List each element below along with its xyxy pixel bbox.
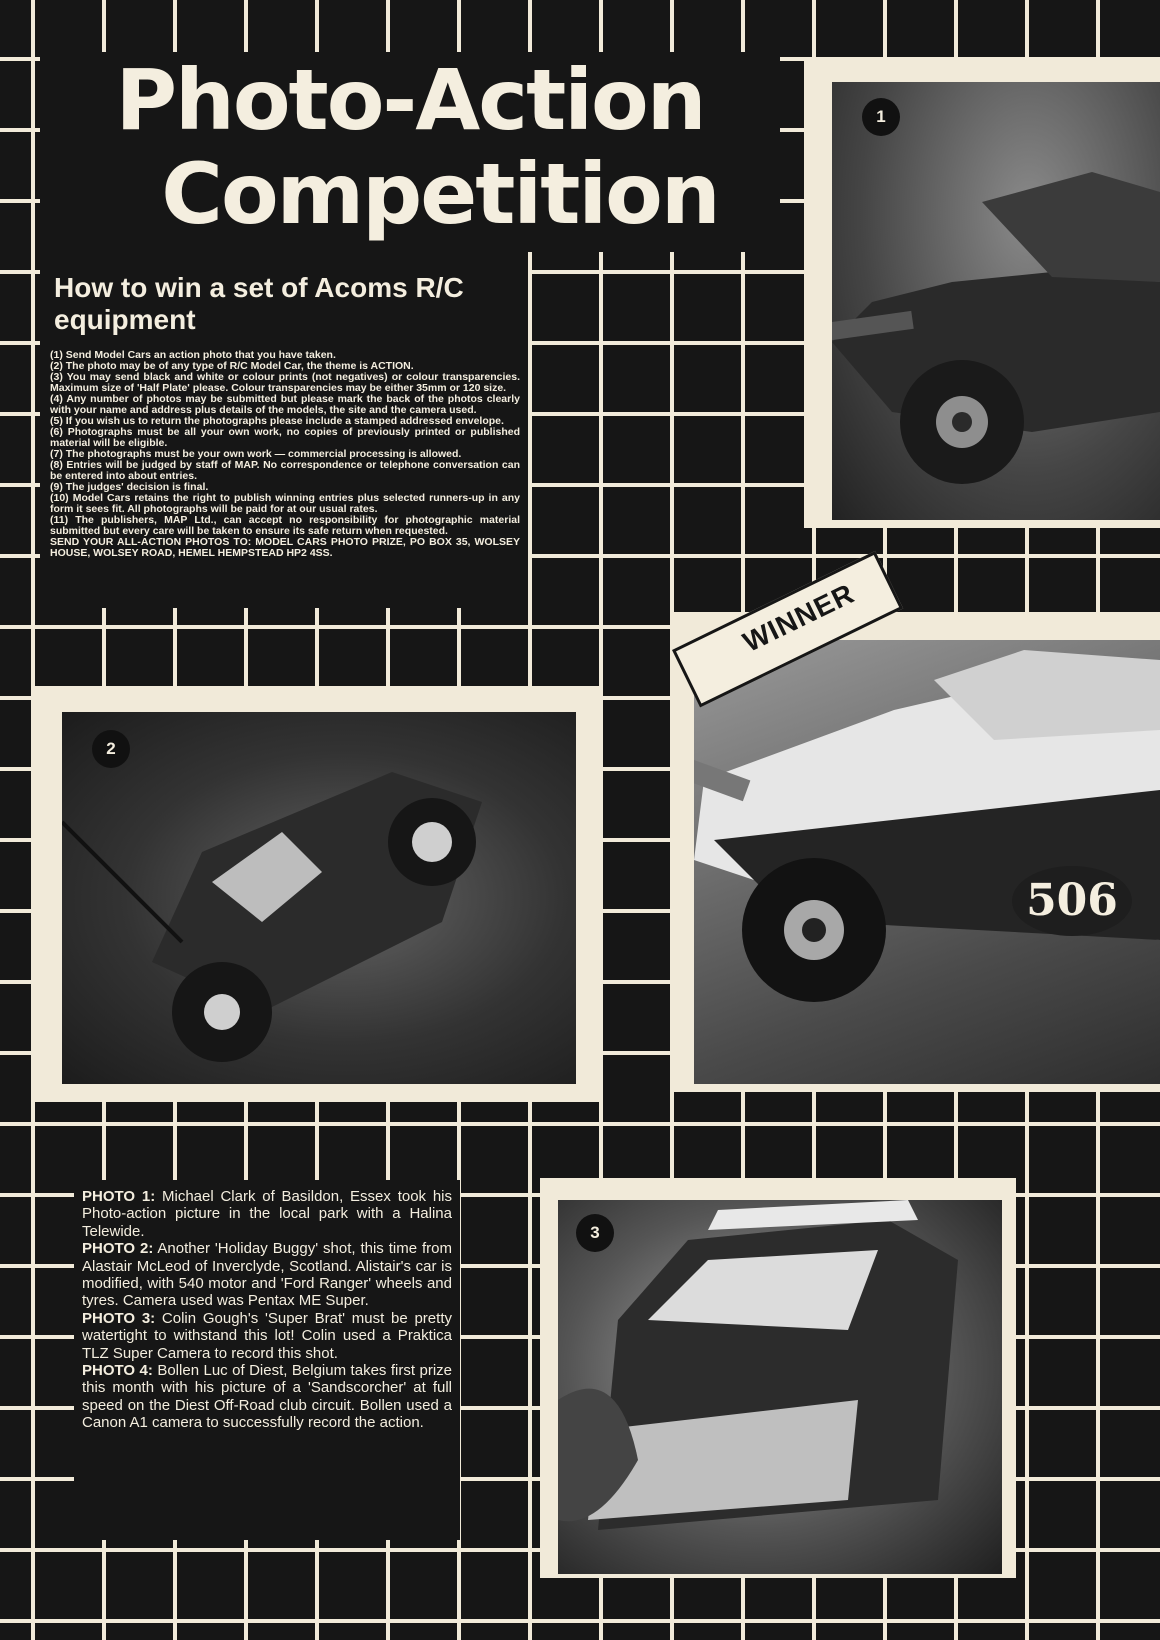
- subheading: How to win a set of Acoms R/C equipment: [54, 272, 464, 335]
- title-panel: [40, 52, 780, 252]
- photo-3-image: [558, 1200, 1002, 1574]
- rule-item: (1) Send Model Cars an action photo that you have taken.: [50, 349, 336, 361]
- rule-item: (8) Entries will be judged by staff of MAP. No correspondence or telephone conversation can be entered into about entries.: [50, 459, 520, 482]
- rule-item: (10) Model Cars retains the right to publish winning entries plus selected runners-up in any form it sees fit. All photographs will be paid for at our usual rates.: [50, 492, 520, 515]
- photo-number-3: 3: [576, 1214, 614, 1252]
- photo-number-1: 1: [862, 98, 900, 136]
- photo-captions: [82, 1188, 452, 1432]
- photo-2-buggy-drawing: [62, 712, 576, 1084]
- winner-label: WINNER: [738, 577, 860, 658]
- rule-item: (11) The publishers, MAP Ltd., can accept no responsibility for photographic material submitted but every care will be taken to ensure its safe return when requested.: [50, 514, 520, 537]
- photo-number-2: 2: [92, 730, 130, 768]
- rule-item: (4) Any number of photos may be submitted but please mark the back of the photos clearly with your name and address plus details of the models, the site and the camera used.: [50, 393, 520, 416]
- rules-list: [50, 350, 520, 559]
- caption-photo-1: [82, 1188, 452, 1240]
- photo-3-truck-drawing: [558, 1200, 1002, 1574]
- rule-item: (9) The judges' decision is final.: [50, 481, 209, 493]
- title-line-1: Photo-Action: [115, 51, 705, 149]
- photo-1-image: [832, 82, 1160, 520]
- rule-item: (7) The photographs must be your own work — commercial processing is allowed.: [50, 448, 462, 460]
- send-address: SEND YOUR ALL-ACTION PHOTOS TO: MODEL CARS PHOTO PRIZE, PO BOX 35, WOLSEY HOUSE, WOLSEY ROAD, HEMEL HEMPSTEAD HP2 4SS.: [50, 536, 520, 559]
- caption-photo-4: [82, 1362, 452, 1432]
- photo-1-buggy-drawing: [832, 82, 1160, 520]
- rule-item: (2) The photo may be of any type of R/C Model Car, the theme is ACTION.: [50, 360, 414, 372]
- caption-text: Another 'Holiday Buggy' shot, this time from Alastair McLeod of Inverclyde, Scotland. Alistair's car is modified, with 540 motor and 'Ford Ranger' wheels and tyres. Camera used was Pentax ME Super.: [82, 1240, 452, 1310]
- photo-4-car-drawing: [694, 640, 1160, 1084]
- rule-item: (5) If you wish us to return the photographs please include a stamped addressed envelope.: [50, 415, 504, 427]
- caption-label: PHOTO 1:: [82, 1188, 156, 1205]
- caption-label: PHOTO 2:: [82, 1240, 154, 1258]
- caption-label: PHOTO 3:: [82, 1309, 156, 1327]
- photo-2-image: [62, 712, 576, 1084]
- caption-text: Michael Clark of Basildon, Essex took his Photo-action picture in the local park with a Halina Telewide.: [82, 1188, 453, 1240]
- title-line-2: Competition: [161, 145, 719, 243]
- caption-text: Colin Gough's 'Super Brat' must be pretty watertight to withstand this lot! Colin used a Praktica TLZ Super Camera to record this shot.: [82, 1309, 452, 1362]
- caption-text: Bollen Luc of Diest, Belgium takes first prize this month with his picture of a 'Sandscorcher' at full speed on the Diest Off-Road club circuit. Bollen used a Canon A1 camera to successfully record the action.: [82, 1362, 453, 1432]
- rule-item: (3) You may send black and white or colour prints (not negatives) or colour transparencies. Maximum size of 'Half Plate' please. Colour transparencies may be either 35mm or 120 size.: [50, 371, 520, 394]
- caption-photo-3: [82, 1310, 452, 1362]
- rule-item: (6) Photographs must be all your own work, no copies of previously printed or published material will be eligible.: [50, 426, 520, 449]
- photo-4-image: [694, 640, 1160, 1084]
- race-number: 506: [1012, 866, 1132, 936]
- caption-photo-2: [82, 1240, 452, 1310]
- caption-label: PHOTO 4:: [82, 1362, 153, 1380]
